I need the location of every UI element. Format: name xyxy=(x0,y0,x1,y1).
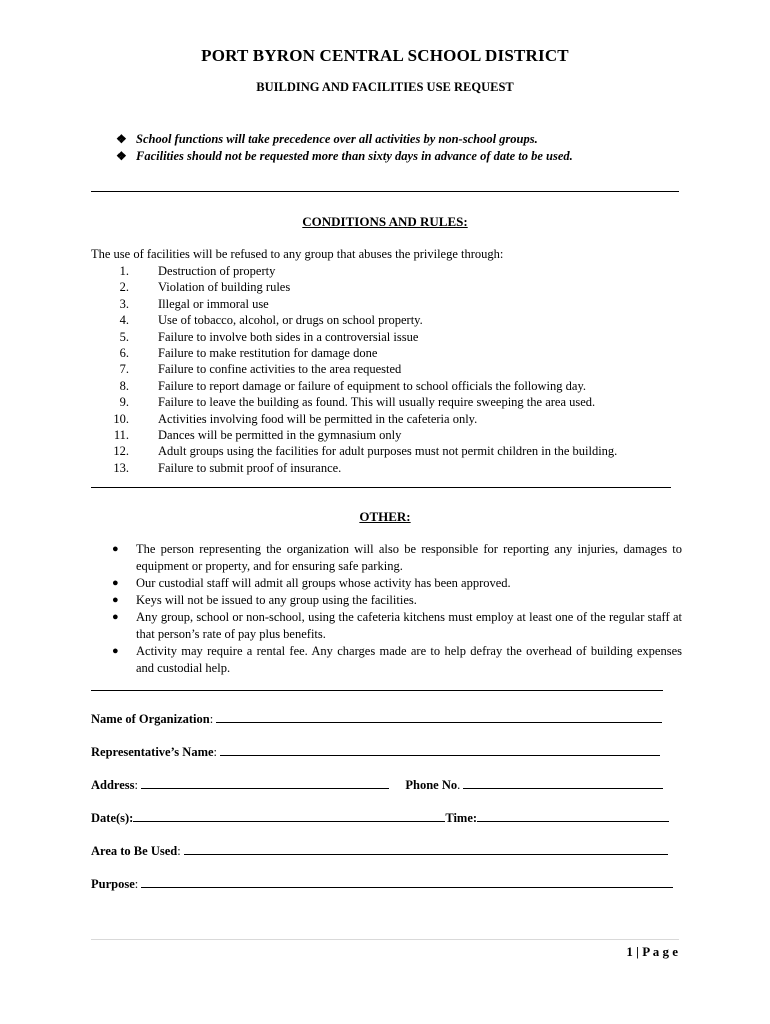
organization-label: Name of Organization xyxy=(91,712,210,726)
list-item: 1. Destruction of property xyxy=(119,264,276,278)
list-item: ● Any group, school or non-school, using the cafeteria kitchens must employ at least one of the regular staff at that person’s rate of pay plus benefits. xyxy=(112,610,682,641)
diamond-bullet-icon: ❖ xyxy=(116,149,127,163)
address-phone-field: Address: Phone No. xyxy=(91,775,663,793)
organization-field: Name of Organization: xyxy=(91,709,662,727)
purpose-label: Purpose xyxy=(91,877,135,891)
dates-label: Date(s): xyxy=(91,811,134,825)
list-item: 13. Failure to submit proof of insurance. xyxy=(113,460,342,475)
dates-time-field xyxy=(91,808,669,826)
page-number: 1 | P a g e xyxy=(626,944,678,959)
list-item: 10. Activities involving food will be permitted in the cafeteria only. xyxy=(113,411,478,426)
list-item: 2. Violation of building rules xyxy=(119,280,291,295)
bullet-icon: ● xyxy=(112,645,119,657)
bullet-icon: ● xyxy=(112,611,119,623)
other-heading: OTHER: xyxy=(359,509,411,524)
list-item: ● Activity may require a rental fee. Any charges made are to help defray the overhead of building expenses and custodial help. xyxy=(112,644,682,675)
area-label: Area to Be Used xyxy=(91,844,178,858)
conditions-heading: CONDITIONS AND RULES: xyxy=(302,214,468,229)
conditions-intro: The use of facilities will be refused to any group that abuses the privilege through: xyxy=(91,247,504,261)
list-item: 5. Failure to involve both sides in a controversial issue xyxy=(119,329,419,344)
conditions-list xyxy=(91,263,731,476)
diamond-bullet-icon: ❖ xyxy=(116,132,127,146)
list-item: 4. Use of tobacco, alcohol, or drugs on school property. xyxy=(119,313,423,328)
other-list xyxy=(112,541,682,677)
purpose-field: Purpose: xyxy=(91,874,673,892)
bullet-icon: ● xyxy=(112,594,119,606)
list-item: 6. Failure to make restitution for damage done xyxy=(119,345,378,360)
purpose-input-line[interactable] xyxy=(141,874,673,888)
phone-label: Phone No xyxy=(405,778,458,792)
separator-line xyxy=(91,191,679,192)
list-item: 9. Failure to leave the building as found. This will usually require sweeping the area used. xyxy=(119,395,596,410)
footer-separator xyxy=(91,939,679,940)
area-input-line[interactable] xyxy=(184,841,668,855)
bullet-icon: ● xyxy=(112,577,119,589)
note-item: ❖ Facilities should not be requested more than sixty days in advance of date to be used. xyxy=(116,149,573,163)
address-input-line[interactable] xyxy=(141,775,389,789)
bullet-icon: ● xyxy=(112,543,119,555)
representative-input-line[interactable] xyxy=(220,742,660,756)
document-title: PORT BYRON CENTRAL SCHOOL DISTRICT xyxy=(201,46,569,65)
document-subtitle: BUILDING AND FACILITIES USE REQUEST xyxy=(256,80,514,94)
list-item: 7. Failure to confine activities to the area requested xyxy=(119,362,402,377)
list-item: 12. Adult groups using the facilities for adult purposes must not permit children in the building. xyxy=(113,444,618,459)
representative-field: Representative’s Name: xyxy=(91,742,660,760)
dates-input-line[interactable] xyxy=(133,808,445,822)
list-item: 11. Dances will be permitted in the gymnasium only xyxy=(113,427,402,442)
separator-line xyxy=(91,690,663,691)
time-input-line[interactable] xyxy=(477,808,669,822)
notes-list xyxy=(116,131,736,165)
list-item: ● The person representing the organization will also be responsible for reporting any injuries, damages to equipment or property, and for ensuring safe parking. xyxy=(112,542,682,573)
phone-input-line[interactable] xyxy=(463,775,663,789)
list-item: ● Our custodial staff will admit all groups whose activity has been approved. xyxy=(112,576,511,590)
organization-input-line[interactable] xyxy=(216,709,662,723)
area-field: Area to Be Used: xyxy=(91,841,668,859)
note-item: ❖ School functions will take precedence over all activities by non-school groups. xyxy=(116,132,538,146)
list-item: ● Keys will not be issued to any group using the facilities. xyxy=(112,593,417,607)
representative-label: Representative’s Name xyxy=(91,745,214,759)
time-label: Time: xyxy=(445,811,478,825)
list-item: 8. Failure to report damage or failure of equipment to school officials the following day. xyxy=(119,378,587,393)
address-label: Address xyxy=(91,778,135,792)
list-item: 3. Illegal or immoral use xyxy=(119,296,269,311)
separator-line xyxy=(91,487,671,488)
